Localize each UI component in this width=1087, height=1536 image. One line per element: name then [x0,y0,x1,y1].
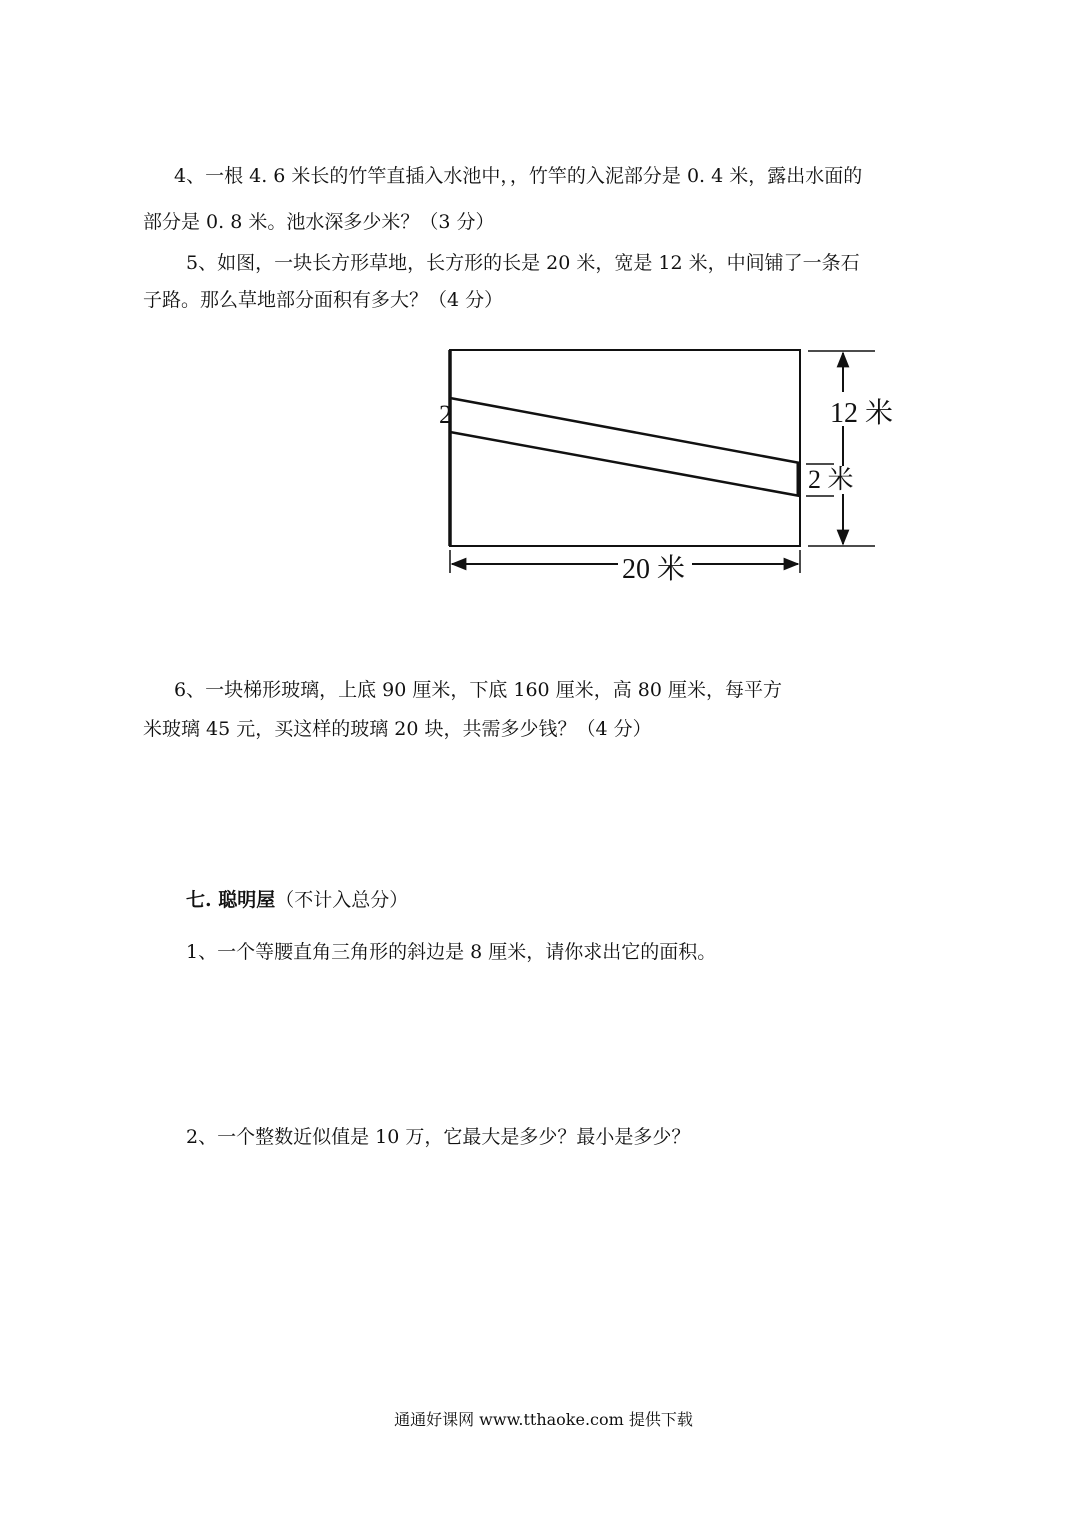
lawn-rectangle [450,350,800,546]
question-4-line-2: 部分是 0. 8 米。池水深多少米？（3 分） [143,211,495,233]
question-6-line-1: 6、一块梯形玻璃，上底 90 厘米，下底 160 厘米，高 80 厘米，每平方 [174,679,782,701]
path-bottom-edge [450,432,800,496]
question-6-line-2: 米玻璃 45 元，买这样的玻璃 20 块，共需多少钱？（4 分） [143,718,652,740]
question-5-line-1: 5、如图，一块长方形草地，长方形的长是 20 米，宽是 12 米，中间铺了一条石 [186,252,860,274]
page-footer: 通通好课网 www.tthaoke.com 提供下载 [394,1410,693,1429]
lawn-diagram [420,330,920,590]
question-5-line-2: 子路。那么草地部分面积有多大？（4 分） [143,289,504,311]
question-4-line-1: 4、一根 4. 6 米长的竹竿直插入水池中，，竹竿的入泥部分是 0. 4 米，露出水面的 [174,165,863,187]
section-7-heading-row [186,888,408,912]
height-label: 12 米 [830,398,894,429]
path-width-label: 2 米 [808,465,854,494]
section-7-question-2: 2、一个整数近似值是 10 万，它最大是多少？最小是多少？ [186,1126,691,1148]
path-top-edge [450,398,800,463]
section-7-note: （不计入总分） [275,889,409,911]
length-label: 20 米 [622,554,686,585]
section-7-heading: 七. 聪明屋 [186,889,276,911]
section-7-question-1: 1、一个等腰直角三角形的斜边是 8 厘米，请你求出它的面积。 [186,941,717,963]
path-left-label: 2 [439,400,452,429]
